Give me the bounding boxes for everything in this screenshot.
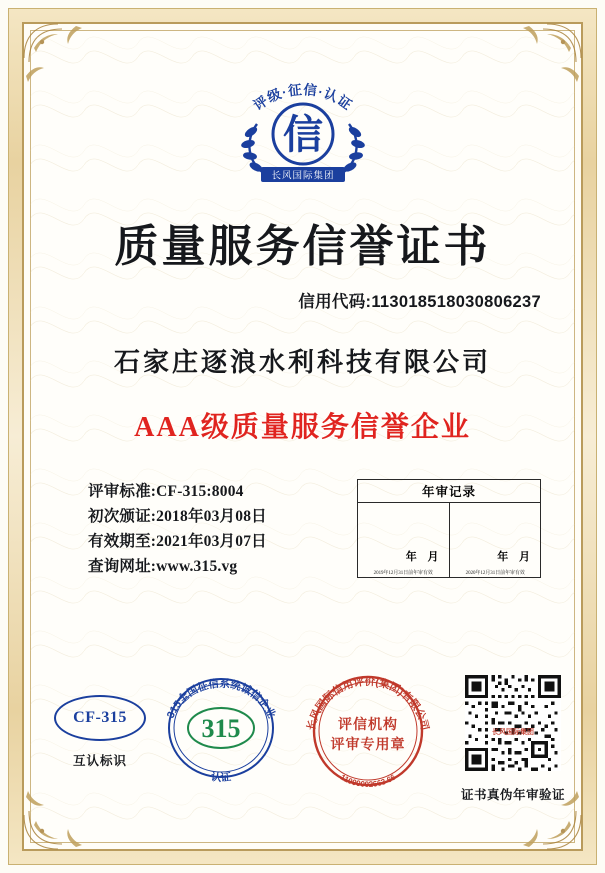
- year-month-label: 年 月: [405, 551, 443, 563]
- year-review-table: [357, 479, 541, 578]
- year-review-cell: [449, 503, 541, 577]
- grade-line: AAA级质量服务信誉企业: [134, 412, 471, 443]
- qr-verification: [455, 675, 571, 803]
- cf315-oval: CF-315: [54, 695, 146, 741]
- svg-text:11000002663 66: 11000002663 66: [338, 772, 398, 789]
- svg-text:315全国征信系统诚信企业: 315全国征信系统诚信企业: [164, 677, 278, 721]
- svg-text:长风国际信用评价(集团)有限公司: 长风国际信用评价(集团)有限公司: [305, 675, 431, 732]
- red-official-seal-icon: [302, 673, 434, 789]
- qr-overlay-text: 长风国际集团: [492, 728, 534, 736]
- year-review-note: 2020年12月31日前年审有效: [465, 570, 525, 576]
- svg-text:评审专用章: 评审专用章: [330, 738, 406, 753]
- svg-text:认证: 认证: [210, 771, 232, 783]
- svg-text:信: 信: [282, 112, 323, 157]
- logo-container: [56, 66, 549, 194]
- detail-list: [56, 479, 267, 579]
- cf315-caption: 互认标识: [72, 754, 127, 768]
- page-title: 质量服务信誉证书: [114, 222, 491, 271]
- credit-code-line: 信用代码:113018518030806237: [298, 293, 541, 311]
- year-month-label: 年 月: [497, 551, 534, 563]
- seal-315-icon: [160, 673, 282, 783]
- year-review-title: 年审记录: [358, 480, 540, 503]
- year-review-cells: [358, 503, 540, 577]
- cf315-mark: [52, 695, 148, 769]
- seals-row: [30, 673, 579, 813]
- svg-text:评信机构: 评信机构: [338, 718, 398, 733]
- qr-caption: 证书真伪年审验证: [460, 788, 565, 802]
- detail-valid-until: 有效期至:2021年03月07日: [88, 533, 267, 550]
- qr-code[interactable]: [465, 675, 561, 771]
- company-logo-icon: [223, 66, 383, 194]
- detail-query-url: 查询网址:www.315.vg: [88, 558, 238, 575]
- detail-standard: 评审标准:CF-315:8004: [88, 483, 244, 500]
- svg-text:315: 315: [201, 714, 241, 743]
- details-and-year-review: [56, 479, 549, 579]
- year-review-note: 2019年12月31日前年审有效: [373, 570, 433, 576]
- svg-text:评级·征信·认证: 评级·征信·认证: [250, 82, 355, 114]
- svg-text:长风国际集团: 长风国际集团: [270, 170, 335, 182]
- year-review-cell: [358, 503, 449, 577]
- company-name: 石家庄逐浪水利科技有限公司: [113, 347, 491, 377]
- detail-issue-date: 初次颁证:2018年03月08日: [88, 508, 267, 525]
